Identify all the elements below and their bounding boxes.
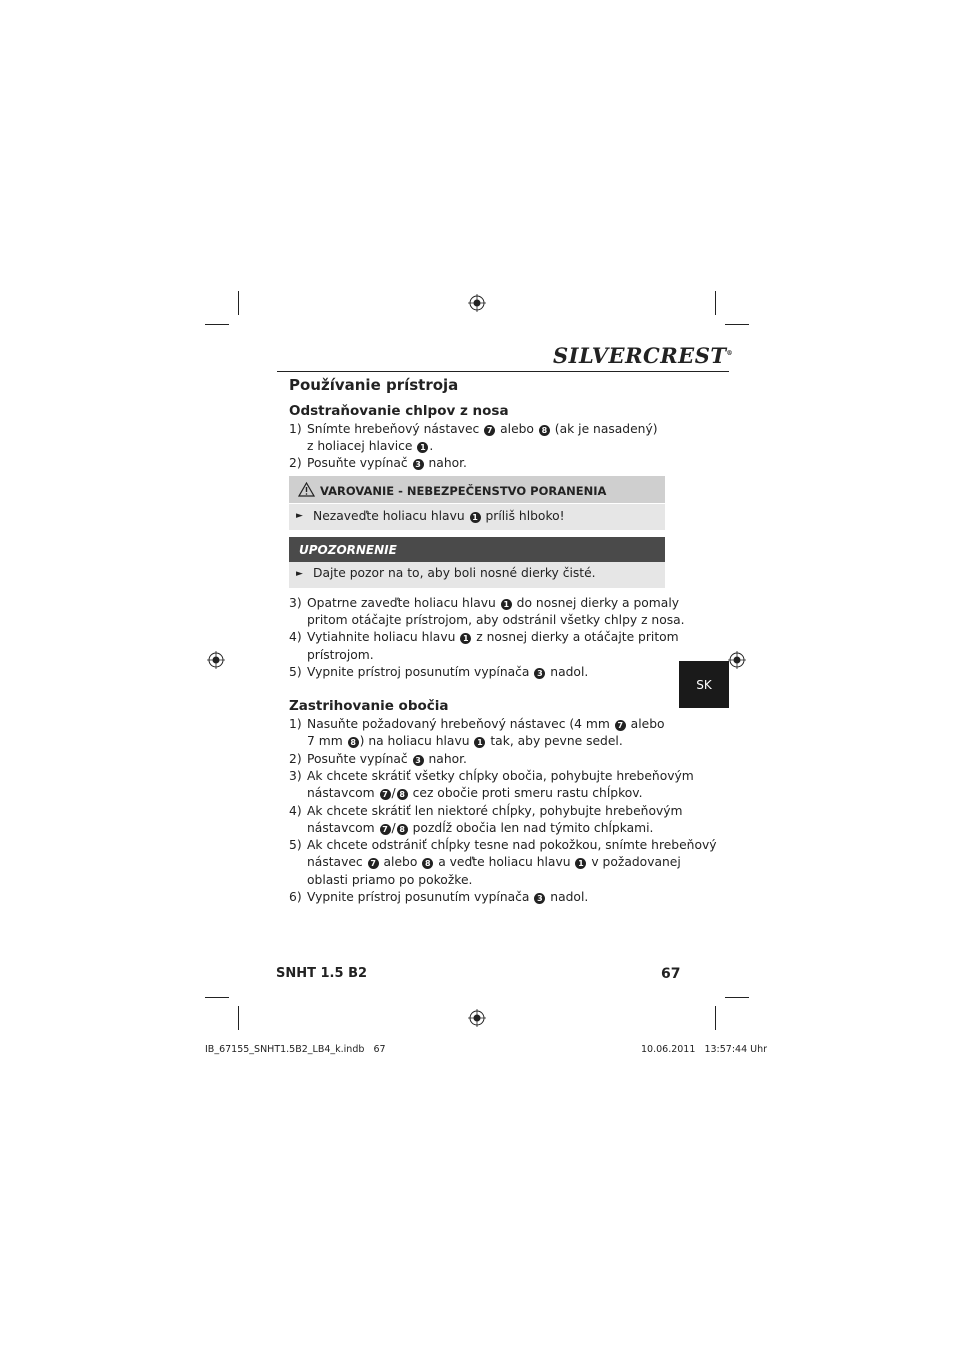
number-3-icon: 3 — [413, 459, 424, 470]
section-heading: Zastrihovanie obočia — [289, 698, 449, 714]
step-3: 3) Ak chcete skrátiť všetky chĺpky obočia, pohybujte hrebeňovým — [289, 769, 694, 783]
note-body — [289, 562, 665, 588]
registration-mark-icon — [468, 294, 486, 312]
note-title: UPOZORNENIE — [299, 543, 397, 557]
warning-triangle-icon — [298, 482, 315, 497]
number-8-icon: 8 — [397, 824, 408, 835]
number-8-icon: 8 — [397, 789, 408, 800]
step-5: 5) Ak chcete odstrániť chĺpky tesne nad pokožkou, snímte hrebeňový — [289, 838, 717, 852]
step-4-cont: prístrojom. — [307, 648, 374, 662]
number-8-icon: 8 — [539, 425, 550, 436]
step-5: 5) Vypnite prístroj posunutím vypínača 3 nadol. — [289, 665, 589, 679]
step-5-cont: nástavec 7 alebo 8 a veďte holiacu hlavu 1 v požadovanej — [307, 855, 681, 869]
number-7-icon: 7 — [615, 720, 626, 731]
number-7-icon: 7 — [380, 789, 391, 800]
number-1-icon: 1 — [470, 512, 481, 523]
language-tab: SK — [679, 661, 729, 708]
crop-mark — [238, 1006, 239, 1030]
crop-mark — [715, 1006, 716, 1030]
warning-item: Nezaveďte holiacu hlavu 1 príliš hlboko! — [313, 509, 565, 523]
note-header — [289, 537, 665, 562]
step-1-cont: 7 mm 8 ) na holiacu hlavu 1 tak, aby pevne sedel. — [307, 734, 623, 748]
number-7-icon: 7 — [380, 824, 391, 835]
crop-mark — [715, 291, 716, 315]
print-meta-right: 10.06.2011 13:57:44 Uhr — [641, 1044, 768, 1055]
registration-mark-icon — [728, 651, 746, 669]
step-4-cont: nástavcom 7 / 8 pozdĺž obočia len nad týmito chĺpkami. — [307, 821, 654, 835]
step-5-cont: oblasti priamo po pokožke. — [307, 873, 473, 887]
page-title: Používanie prístroja — [289, 376, 459, 394]
step-3: 3) Opatrne zaveďte holiacu hlavu 1 do nosnej dierky a pomaly — [289, 596, 680, 610]
number-3-icon: 3 — [413, 755, 424, 766]
step-4: 4) Ak chcete skrátiť len niektoré chĺpky, pohybujte hrebeňovým — [289, 804, 683, 818]
number-8-icon: 8 — [348, 737, 359, 748]
step-1: 1) Snímte hrebeňový nástavec 7 alebo 8 (ak je nasadený) — [289, 422, 658, 436]
warning-body — [289, 504, 665, 530]
arrow-bullet-icon: ► — [296, 511, 303, 521]
crop-mark — [725, 324, 749, 325]
number-1-icon: 1 — [474, 737, 485, 748]
number-1-icon: 1 — [417, 442, 428, 453]
step-4: 4) Vytiahnite holiacu hlavu 1 z nosnej dierky a otáčajte pritom — [289, 630, 679, 644]
step-3-cont: pritom otáčajte prístrojom, aby odstránil všetky chlpy z nosa. — [307, 613, 685, 627]
number-3-icon: 3 — [534, 668, 545, 679]
section-heading: Odstraňovanie chlpov z nosa — [289, 403, 509, 419]
footer-model: SNHT 1.5 B2 — [276, 966, 368, 981]
crop-mark — [238, 291, 239, 315]
registration-mark-icon — [468, 1009, 486, 1027]
number-7-icon: 7 — [368, 858, 379, 869]
brand-logo: SILVERCREST® — [553, 343, 733, 368]
registration-mark-icon — [207, 651, 225, 669]
crop-mark — [205, 997, 229, 998]
number-3-icon: 3 — [534, 893, 545, 904]
warning-header — [289, 476, 665, 503]
step-1-cont: z holiacej hlavice 1 . — [307, 439, 434, 453]
number-1-icon: 1 — [460, 633, 471, 644]
arrow-bullet-icon: ► — [296, 569, 303, 579]
header-rule — [277, 371, 729, 372]
step-3-cont: nástavcom 7 / 8 cez obočie proti smeru rastu chĺpkov. — [307, 786, 643, 800]
step-1: 1) Nasuňte požadovaný hrebeňový nástavec (4 mm 7 alebo — [289, 717, 665, 731]
crop-mark — [725, 997, 749, 998]
step-6: 6) Vypnite prístroj posunutím vypínača 3 nadol. — [289, 890, 589, 904]
step-2: 2) Posuňte vypínač 3 nahor. — [289, 752, 467, 766]
warning-title: VAROVANIE - NEBEZPEČENSTVO PORANENIA — [320, 484, 607, 498]
note-item: Dajte pozor na to, aby boli nosné dierky čisté. — [313, 566, 596, 580]
crop-mark — [205, 324, 229, 325]
number-8-icon: 8 — [422, 858, 433, 869]
step-2: 2) Posuňte vypínač 3 nahor. — [289, 456, 467, 470]
print-meta-left: IB_67155_SNHT1.5B2_LB4_k.indb 67 — [205, 1044, 386, 1055]
page-number: 67 — [661, 966, 681, 982]
number-1-icon: 1 — [501, 599, 512, 610]
number-1-icon: 1 — [575, 858, 586, 869]
number-7-icon: 7 — [484, 425, 495, 436]
